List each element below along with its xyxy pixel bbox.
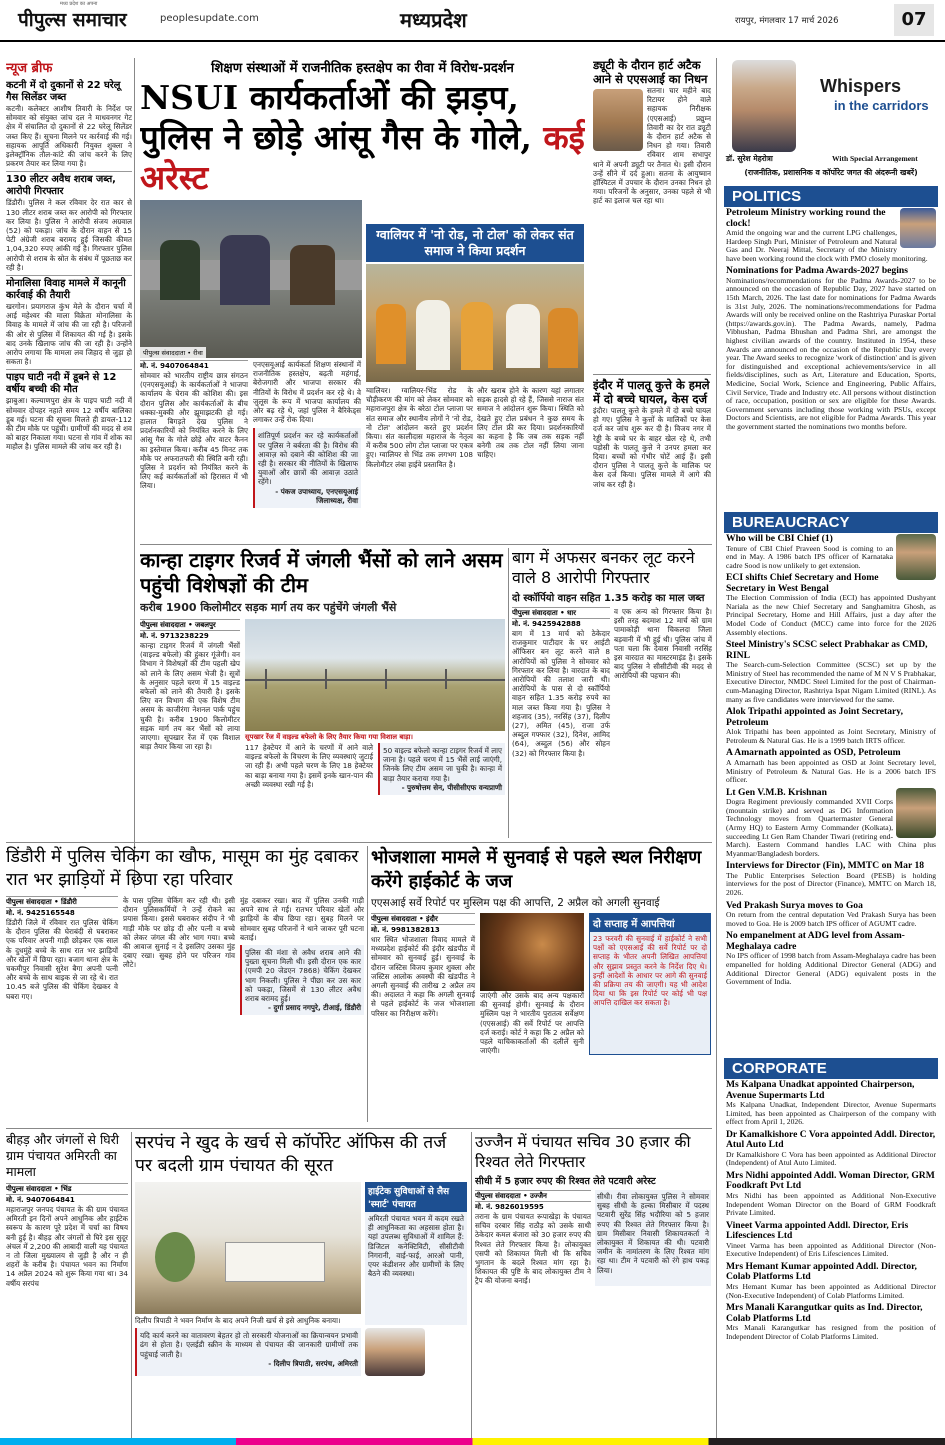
- registration-strip: [0, 1438, 945, 1445]
- story-dindori-family: [6, 846, 364, 1126]
- story-column: सोमवार को भारतीय राष्ट्रीय छात्र संगठन (एनएसयूआई) के कार्यकर्ताओं ने भाजपा कार्यालय के घेराव की कोशिश की। इस दौरान पुलिस और कार्यकर्ताओं के बीच धक्का-मुक्की और झूमाझटकी हो गई। हालात बिगड़ते देख पुलिस ने प्रदर्शनकारियों को नियंत्रित करने के लिए आंसू गैस के गोले छोड़े और वाटर कैनन का इस्तेमाल किया। करीब 45 मिनट तक मौके पर अफरातफरी की स्थिति बनी रही। पुलिस ने प्रदर्शन को नियंत्रित करने के लिए कई कार्यकर्ताओं को हिरासत में भी लिया।: [140, 371, 248, 491]
- story-column: और खराब होने के कारण यहां लगातार सड़क हादसे हो रहे हैं, जिससे नाराज संत समाज ने आंदोलन शुरू किया। स्थिति को देखते हुए टोल प्रबंधन ने कुछ समय के लिए टोल फ्री कर दिया। प्रदर्शनकारियों का कहना है कि जब तक सड़क नहीं बनेगी तब तक टोल नहीं लिया जाना चाहिए।: [477, 386, 584, 460]
- item-body: Mrs Hemant Kumar has been appointed as Additional Director (Non-Executive Independent) of Colab Platforms Limited.: [726, 1281, 936, 1300]
- box-title: हाईटेक सुविधाओं से लैस 'स्मार्ट' पंचायत: [365, 1182, 467, 1212]
- quote-author: - पुरुषोत्तम सेन, पीसीसीएफ वन्यप्राणी: [401, 782, 502, 792]
- bureaucracy-section: [726, 534, 936, 1042]
- item-headline: Petroleum Ministry working round the clock!: [726, 208, 886, 229]
- item-body: The Search-cum-Selection Committee (SCSC) set up by the Ministry of Steel has recommended the name of M N V S Prabhakar, Executive Director, NMDC Steel Limited for the post of Chairman-cum-Managing Director, Rashtriya Ispat Nigam Limited (RINL). As many as five candidates were interviewed for the same.: [726, 660, 936, 704]
- quote-author: - दुर्गा प्रसाद नगपुरे, टीआई, डिंडौरी: [268, 1003, 361, 1013]
- byline: पीपुल्स संवाददाता • डिंडौरी: [6, 896, 118, 907]
- news-item: [726, 1171, 936, 1218]
- quote-text: शांतिपूर्ण प्रदर्शन कर रहे कार्यकर्ताओं पर पुलिस ने बर्बरता की है। विरोध की आवाज़ को दबाने की कोशिश की जा रही है। सरकार की नीतियों के खिलाफ युवाओं और छात्रों की आवाज़ उठाते रहेंगे।: [258, 431, 358, 487]
- byline: पीपुल्स संवाददाता • धार: [512, 607, 610, 618]
- story-body: इंदौर। पालतू कुत्ते के हमले में दो बच्चे घायल हो गए। पुलिस ने कुत्तों के मालिकों पर केस दर्ज कर जांच शुरू कर दी है। विजय नगर में रेड्डी के बच्चे घर के बाहर खेल रहे थे, तभी पड़ोसी के पालतू कुत्ते ने उनपर हमला कर दिया। बच्चों को गंभीर चोटें आई हैं। इसी दौरान पुलिस ने पालतू कुत्ते के मालिक पर केस दर्ज किया। पुलिस मामले में आगे की जांच कर रही है।: [593, 406, 711, 489]
- brief-headline: मोनालिसा विवाह मामले में कानूनी कार्रवाई की तैयारी: [6, 278, 126, 302]
- brief-body: डिंडौरी। पुलिस ने कल रविवार देर रात कार से 130 लीटर शराब जब्त कर आरोपी को गिरफ्तार कर लिया है। पुलिस ने आरोपी संजय अग्रवाल (52) को पकड़ा। जांच के दौरान वाहन से 15 पेटी अंग्रेजी शराब बरामद हुई जिसकी कीमत 1,04,320 रुपए आंकी गई है। गिरफ्तार पुलिस आरोपी से शराब के स्रोत के संबंध में पूछताछ कर रही है।: [6, 198, 132, 272]
- story-body: तराना के ग्राम पंचायत रूपाखेड़ा के पंचायत सचिव दरबार सिंह राठौड़ को उसके साथी ठेकेदार कमल बंजारा को 30 हजार रुपए की रिश्वत लेते गिरफ्तार किया है। लोकायुक्त एसपी को शिकायत मिली थी कि सचिव भुगतान के बदले रिश्वत मांग रहा है। शिकायत की पुष्टि के बाद लोकायुक्त टीम ने ट्रैप की योजना बनाई।: [475, 1212, 591, 1286]
- story-headline: उज्जैन में पंचायत सचिव 30 हजार की रिश्वत लेते गिरफ्तार: [475, 1133, 691, 1171]
- item-headline: Ms Kalpana Unadkat appointed Chairperson, Avenue Supermarts Ltd: [726, 1080, 915, 1101]
- section-title: मध्यप्रदेश: [400, 8, 467, 32]
- news-brief-column: [6, 58, 132, 896]
- story-column: डिंडौरी जिले में रविवार रात पुलिस चेकिंग के दौरान पुलिस की घेराबंदी से घबराकर एक परिवार अपनी गाड़ी छोड़कर एक साल के दुधमुंहे बच्चे के साथ रात भर झाड़ियों और खेतों में छिपा रहा। बजाग थाना क्षेत्र के चकमीपुर निवासी सुरेश बैगा अपनी पत्नी और बच्चे के साथ बाइक से जा रहे थे। रात 10.45 बजे पुलिस की चेकिंग देखकर वे घबरा गए।: [6, 918, 118, 1001]
- quote-box: [378, 743, 505, 795]
- item-body: Dr Kamalkishore C Vora has been appointed as Additional Director (Independent) of Atul Auto Limited.: [726, 1149, 936, 1168]
- byline-mobile: मो. नं. 9407064841: [140, 360, 248, 371]
- story-gwalior: [366, 224, 584, 540]
- story-bhojshala: [371, 846, 712, 1126]
- news-brief-label: न्यूज ब्रीफ: [6, 61, 53, 76]
- item-headline: Ved Prakash Surya moves to Goa: [726, 899, 863, 911]
- story-headline: डिंडौरी में पुलिस चेकिंग का खौफ, मासूम का मुंह दबाकर रात भर झाड़ियों में छिपा रहा परिवार: [6, 847, 359, 890]
- news-item: [726, 748, 936, 784]
- story-asi-death: [593, 58, 711, 370]
- quote-box: [253, 428, 361, 508]
- official-photo: [896, 534, 936, 580]
- story-kanha: [140, 548, 505, 838]
- byline: पीपुल्स संवाददाता • भिंड: [6, 1183, 128, 1194]
- nsui-protest-photo: [140, 200, 362, 358]
- story-sarpanch-office: [135, 1132, 467, 1438]
- whispers-header: [724, 58, 938, 182]
- smart-panchayat-box: [365, 1182, 467, 1325]
- byline-mobile: मो. नं. 9713238229: [140, 630, 240, 641]
- logo-tag: मध्य प्रदेश का अपना: [60, 1, 98, 7]
- box-body: अमिरती पंचायत भवन में कदम रखते ही आधुनिकता का अहसास होता है। यहां उपलब्ध सुविधाओं में शामिल हैं: डिजिटल कनेक्टिविटी, सीसीटीवी निगरानी, वाई-फाई, आरओ पानी, एयर कंडीशनर और ग्रामीणों के लिए बैठने की व्यवस्था।: [368, 1214, 464, 1279]
- brief-body: खरगोन। प्रयागराज कुंभ मेले के दौरान चर्चा में आई महेश्वर की माला विक्रेता मोनालिसा के विवाह के मामले में जांच की जा रही है। परिजनों की ओर से पुलिस में शिकायत की गई है। इसके बाद उनके खिलाफ जांच की जा रही है। उन्होंने आरोप लगाया कि मामला लव जिहाद से जुड़ा हो सकता है।: [6, 302, 132, 367]
- brief-headline: कटनी में दो दुकानों से 22 घरेलू गैस सिलेंडर जब्त: [6, 80, 121, 103]
- story-body: धार स्थित भोजशाला विवाद मामले में मध्यप्रदेश हाईकोर्ट की इंदौर खंडपीठ में सोमवार को सुनवाई हुई। सुनवाई के दौरान जस्टिस विजय कुमार शुक्ला और जस्टिस आलोक अवस्थी की खंडपीठ ने अगली सुनवाई की तारीख 2 अप्रैल तय की। अदालत ने कहा कि अगली सुनवाई से पहले हाईकोर्ट के जज भोजशाला परिसर का निरीक्षण करेंगे।: [371, 935, 475, 1018]
- news-item: [726, 1221, 936, 1259]
- brief-headline: पाइप घाटी नदी में डूबने से 12 वर्षीय बच्ची की मौत: [6, 372, 117, 396]
- byline: पीपुल्स संवाददाता • उज्जैन: [475, 1190, 591, 1201]
- whispers-tagline: (राजनीतिक, प्रशासनिक व कॉर्पोरेट जगत की अंदरूनी खबरें): [744, 168, 918, 177]
- story-headline: इंदौर में पालतू कुत्ते के हमले में दो बच्चे घायल, केस दर्ज: [593, 378, 710, 406]
- story-body: 117 हेक्टेयर में आने के चरणों में आने वाले वाइल्ड बफेलो के विचरण के लिए व्यवस्थाएं जुटाई जा रही हैं। अभी पहले चरण के लिए 18 हेक्टेयर का बाड़ा बनाया गया है। इसमें इनके खान-पान की अच्छी व्यवस्था रखी गई है।: [245, 743, 373, 789]
- brief-item: [6, 369, 132, 451]
- item-headline: A Amarnath appointed as OSD, Petroleum: [726, 747, 901, 759]
- story-headline: ड्यूटी के दौरान हार्ट अटैक आने से एएसआई का निधन: [593, 58, 708, 86]
- item-body: Mrs Nidhi has been appointed as Additional Non-Executive Independent Woman Director on the Board of GRM Foodkraft Private Limited.: [726, 1190, 936, 1218]
- columnist-name: डॉ. सुरेश मेहरोत्रा: [726, 154, 773, 163]
- story-headline: भोजशाला मामले में सुनवाई से पहले स्थल निरीक्षण करेंगे हाईकोर्ट के जज: [371, 847, 702, 892]
- news-item: [726, 573, 936, 637]
- byline-mobile: मो. नं. 9425165548: [6, 907, 118, 918]
- news-item: [726, 1303, 936, 1341]
- story-kicker: शिक्षण संस्थाओं में राजनीतिक हस्तक्षेप का रीवा में विरोध-प्रदर्शन: [211, 61, 514, 76]
- brief-item: [6, 171, 132, 272]
- item-body: A Amarnath has been appointed as OSD at Joint Secretary level, Ministry of Petroleum & Natural Gas. He is a 2006 batch IFS officer.: [726, 757, 936, 785]
- news-item: [726, 266, 936, 431]
- item-headline: Steel Ministry's SCSC select Prabhakar as CMD, RINL: [726, 639, 928, 661]
- item-headline: Interviews for Director (Fin), MMTC on Mar 18: [726, 860, 925, 872]
- nsui-body: [140, 360, 362, 540]
- story-baag-loot: [512, 548, 712, 838]
- quote-author: - पंकज उपाध्याय, एनएसयूआई जिलाध्यक्ष, रीवा: [275, 486, 358, 505]
- news-item: [726, 1262, 936, 1300]
- story-column: एनएसयूआई कार्यकर्ता शिक्षण संस्थानों में राजनीतिक हस्तक्षेप, बढ़ती महंगाई, बेरोजगारी और भाजपा सरकार की नीतियों के विरोध में प्रदर्शन कर रहे थे। वे जुलूस के रूप में भाजपा कार्यालय की ओर बढ़ रहे थे, जहां पुलिस ने बैरिकेड्स लगाकर उन्हें रोक दिया।: [253, 360, 361, 425]
- page-number: 07: [894, 4, 934, 36]
- item-headline: Vineet Varma appointed Addl. Director, Eris Lifesciences Ltd: [726, 1219, 909, 1242]
- whispers-subtitle: in the carridors: [834, 98, 929, 113]
- item-body: Tenure of CBI Chief Praveen Sood is coming to an end in May. A 1986 batch IPS officer of Karnataka cadre Sood is now unlikely to get extension.: [726, 543, 893, 570]
- story-headline: सरपंच ने खुद के खर्च से कॉर्पोरेट ऑफिस की तर्ज पर बदली ग्राम पंचायत की सूरत: [135, 1133, 447, 1176]
- byline: पीपुल्स संवाददाता • इंदौर: [371, 913, 475, 924]
- item-body: Nominations/recommendations for the Padma Awards-2027 to be announced on the occasion of Republic Day, 2027 have started on 15th March, 2026. The last date for nominations for Padma Awards is 31st July, 2026. The nominations/recommendations for Padma Awards will only be received online on the Rashtriya Puraskar Portal (https://awards.gov.in). The Padma Awards, namely, Padma Vibhushan, Padma Bhushan and Padma Shri, are amongst the highest civilian awards of the country. Instituted in 1954, these Awards are announced on the occasion of the Republic Day every year. The Award seeks to recognize 'work of distinction' and is given for distinguished and exceptional achievements/service in all fields/disciplines, such as Art, Literature and Education, Sports, Medicine, Social Work, Science and Engineering, Public Affairs, Civil Service, Trade and Industry etc. All persons without distinction of race, occupation, position or sex are eligible for these Awards. Government servants including those working with PSUs, except Doctors and Scientists, are not eligible for Padma Awards. This year the government started the nominations two months before.: [726, 275, 936, 431]
- box-body: 23 फरवरी की सुनवाई में हाईकोर्ट ने सभी पक्षों को एएसआई की सर्वे रिपोर्ट पर दो सप्ताह के भीतर अपनी लिखित आपत्तियां और सुझाव प्रस्तुत करने के निर्देश दिए थे। इन्हीं आदेशों के आधार पर आगे की सुनवाई की प्रक्रिया तय की जाएगी। यह भी आदेश दिया था कि इस रिपोर्ट पर कोई भी पक्ष आपत्ति दाखिल कर सकता है।: [593, 934, 707, 1008]
- item-body: Ms Kalpana Unadkat, Independent Director, Avenue Supermarts Limited, has been appointed as Chairperson of the company with effect from April 1, 2026.: [726, 1100, 936, 1127]
- bureaucracy-section-bar: BUREAUCRACY: [724, 512, 938, 533]
- item-body: The Election Commission of India (ECI) has appointed Dushyant Nariala as the new Chief Secretary and Sanghamitra Ghosh, as Principal Secretary, Home and Hill Affairs, just a day after the Model Code of Conduct (MCC) came into force for the 2026 Assembly elections.: [726, 593, 936, 637]
- item-headline: Mrs Manali Karangutkar quits as Ind. Director, Colab Platforms Ltd: [726, 1302, 923, 1324]
- saints-protest-photo: [366, 264, 584, 382]
- item-body: Alok Tripathi has been appointed as Joint Secretary, Ministry of Petroleum & Natural Gas. He is a 1999 batch IRTS officer.: [726, 727, 936, 745]
- item-headline: Mrs Nidhi appointed Addl. Woman Director, GRM Foodkraft Pvt Ltd: [726, 1169, 935, 1192]
- item-body: Vineet Varma has been appointed as Additional Director (Non-Executive Independent) of Eris Lifesciences Limited.: [726, 1240, 936, 1259]
- byline: पीपुल्स संवाददाता • जबलपुर: [140, 619, 240, 630]
- story-body: व एक अन्य को गिरफ्तार किया है। इसी तरह बदमाश 12 मार्च को ग्राम पामाकोड़ी थाना चिकलदा जिला बड़वानी में भी हुई थी। पुलिस जांच में पता चला कि देवास निवासी नरसिंह इस वारदात का मास्टरमाइंड है। इसके बाद पुलिस ने सीसीटीवी की मदद से आरोपियों की पहचान की।: [614, 607, 712, 681]
- item-headline: No empanelment at ADG level from Assam-Meghalaya cadre: [726, 930, 905, 952]
- news-item: [726, 1080, 936, 1127]
- asi-portrait: [593, 89, 643, 151]
- box-title: दो सप्ताह में आपत्तियां: [590, 914, 710, 932]
- brief-headline: 130 लीटर अवैध शराब जब्त, आरोपी गिरफ्तार: [6, 174, 116, 198]
- corporate-section-bar: CORPORATE: [724, 1058, 938, 1079]
- story-deck: सीधी में 5 हजार रुपए की रिश्वत लेते पटवारी अरेस्ट: [475, 1176, 656, 1187]
- news-item: [726, 640, 936, 704]
- story-body: सतना। चार महीने बाद रिटायर होने वाले सहायक निरीक्षक (एएसआई) प्रद्युम्न तिवारी का देर रात ड्यूटी के दौरान हार्ट अटैक से निधन हो गया। तिवारी रविवार शाम सभापुर थाने में अपनी ड्यूटी पर तैनात थे। इसी दौरान उन्हें सीने में दर्द हुआ। सतना के आयुष्मान हॉस्पिटल में उपचार के दौरान उनका निधन हो गया। परिजनों के अनुसार, उनका पहले से भी हार्ट का इलाज चल रहा था।: [593, 86, 711, 206]
- story-headline: कान्हा टाइगर रिजर्व में जंगली भैंसों को लाने असम पहुंची विशेषज्ञों की टीम: [140, 548, 503, 597]
- special-arrangement: With Special Arrangement: [832, 154, 918, 163]
- quote-text: पुलिस की मंशा से अवैध शराब आने की पुख्ता सूचना मिली थी। इसी दौरान एक कार (एमपी 20 जेडएन 7868) चेकिंग देखकर भाग निकली। पुलिस ने पीछा कर उस कार को पकड़ा, जिसमें से 130 लीटर अवैध शराब बरामद हुई।: [245, 948, 361, 1004]
- quote-box: [240, 945, 364, 1015]
- whispers-title: Whispers: [820, 76, 902, 96]
- item-body: Amid the ongoing war and the current LPG challenges, Hardeep Singh Puri, Minister of Petroleum and Natural Gas and Dr. Neeraj Mittal, Secretary of the Ministry have been working round the clock with PMO closely monitoring.: [726, 228, 928, 263]
- headline-main: NSUI कार्यकर्ताओं की झड़प, पुलिस ने छोड़े आंसू गैस के गोले,: [140, 78, 532, 157]
- politics-section: [726, 208, 936, 510]
- quote-text: 50 वाइल्ड बफेलो कान्हा टाइगर रिजर्व में लाए जाना है। पहले चरण में 15 भैंसें लाई जाएंगी, जिनके लिए टीम असम जा चुकी है। कान्हा में बाड़ा तैयार कराया गया है।: [383, 746, 502, 783]
- story-amirti-panchayat: [6, 1132, 128, 1438]
- gwalior-headline: ग्वालियर में 'नो रोड, नो टोल' को लेकर संत समाज ने किया प्रदर्शन: [366, 224, 584, 262]
- news-item: [726, 931, 936, 986]
- item-headline: ECI shifts Chief Secretary and Home Secretary in West Bengal: [726, 572, 879, 594]
- panchayat-office-photo: [135, 1182, 361, 1314]
- politics-section-bar: POLITICS: [724, 186, 938, 207]
- brief-body: झाबुआ। कल्याणपुरा क्षेत्र के पाइप घाटी नदी में सोमवार दोपहर नहाते समय 12 वर्षीय बालिका डूब गई। घटना की सूचना मिलते ही डायल-112 की टीम मौके पर पहुंची। ग्रामीणों की मदद से शव को बाहर निकाला गया। घटना से गांव में शोक का माहौल है। पुलिस मामले की जांच कर रही है।: [6, 396, 132, 452]
- story-body: सीधी। रीवा लोकायुक्त पुलिस ने सोमवार सुबह सीधी के हल्का मिसीबार में पदस्थ पटवारी सुरेंद्र सिंह भदौरिया को 5 हजार रुपए की रिश्वत लेते गिरफ्तार किया है। ग्राम मिसीबार निवासी शिकायतकर्ता ने लोकायुक्त में शिकायत की थी। पटवारी जमीन के नामांतरण के लिए रिश्वत मांग रहा था। टीम ने पटवारी को रंगे हाथ पकड़ लिया।: [595, 1190, 711, 1286]
- brief-item: [6, 275, 132, 366]
- issue-date: रायपुर, मंगलवार 17 मार्च 2026: [735, 16, 839, 26]
- story-ujjain-bribe: [475, 1132, 712, 1438]
- quote-text: यदि कार्य करने का वातावरण बेहतर हो तो सरकारी योजनाओं का क्रियान्वयन प्रभावी ढंग से होता है। एलईडी स्क्रीन के माध्यम से पंचायत की जानकारी ग्रामीणों तक पहुंचाई जाती है।: [140, 1331, 358, 1359]
- byline-mobile: मो. नं. 9407064841: [6, 1194, 128, 1205]
- photo-caption: दिलीप त्रिपाठी ने भवन निर्माण के बाद अपने निजी खर्च से इसे आधुनिक बनाया।: [135, 1316, 341, 1325]
- item-headline: Who will be CBI Chief (1): [726, 534, 833, 544]
- story-body: महाराजपुर जनपद पंचायत के की ग्राम पंचायत अमिरती इन दिनों अपने आधुनिक और हाईटेक स्वरूप के कारण पूरे प्रदेश में चर्चा का विषय बनी हुई है। बीहड़ और जंगलों से घिरे इस सुदूर अंचल में 2,200 की आबादी वाली यह पंचायत न तो जिला मुख्यालय से जुड़ी है और न ही शहरों के करीब है। पंचायत भवन का निर्माण 14 अप्रैल 2024 को शुरू किया गया था। 34 वर्षीय सरपंच: [6, 1205, 128, 1288]
- masthead: [0, 0, 945, 42]
- story-column: मुंह दबाकर रखा। बाद में पुलिस उनकी गाड़ी अपने साथ ले गई। रातभर परिवार खेतों और झाड़ियों के बीच छिपा रहा। सुबह मिलने पर सोमवार सुबह परिजनों ने थाने जाकर पूरी घटना बताई।: [240, 896, 364, 942]
- story-dog-attack: [593, 374, 711, 540]
- byline-mobile: मो. नं. 9981382813: [371, 924, 475, 935]
- website-url[interactable]: peoplesupdate.com: [160, 13, 259, 24]
- byline-mobile: मो. नं. 9826019595: [475, 1201, 591, 1212]
- news-item: [726, 901, 936, 929]
- story-column: ग्वालियर। ग्वालियर-भिंड रोड के चौड़ीकरण की मांग को लेकर सोमवार को महाराजपुरा क्षेत्र के बरेठा टोल प्लाजा पर संत समाज और स्थानीय लोगों ने 'नो रोड, नो टोल' आंदोलन करते हुए प्रदर्शन किया। संत कालीदास महाराज के नेतृत्व में करीब 500 लोग टोल प्लाजा पर एकत्र हुए। ग्वालियर से भिंड तक लगभग 108 किलोमीटर लंबा हाईवे प्रस्तावित है।: [366, 386, 473, 469]
- brief-body: कटनी। कलेक्टर आशीष तिवारी के निर्देश पर सोमवार को संयुक्त जांच दल ने माधवनगर गेट क्षेत्र में संचालित दो दुकानों से 22 घरेलू सिलेंडर जब्त किए हैं। सूचना मिलने पर कार्रवाई की गई। सहायक आपूर्ति अधिकारी नियुक्त शुक्ला ने इलेक्ट्रॉनिक तौल-कांटे की जांच करने के लिए प्रकरण तैयार कर लिया गया है।: [6, 104, 132, 169]
- columnist-photo: [732, 60, 796, 152]
- item-body: Mrs Manali Karangutkar has resigned from the position of Independent Director of Colab Platforms Limited.: [726, 1323, 936, 1341]
- item-headline: Nominations for Padma Awards-2027 begins: [726, 265, 908, 277]
- brief-item: [6, 80, 132, 168]
- quote-box: [135, 1328, 361, 1376]
- story-deck: दो स्कॉर्पियो वाहन सहित 1.35 करोड़ का माल जब्त: [512, 593, 705, 604]
- story-body: जाएंगी और उसके बाद अन्य पक्षकारों की सुनवाई होगी। सुनवाई के दौरान मुस्लिम पक्ष ने भारतीय पुरातत्व सर्वेक्षण (एएसआई) की सर्वे रिपोर्ट पर आपत्ति दर्ज कराई। कोर्ट ने कहा कि 2 अप्रैल को पहले याचिकाकर्ताओं की दलीलें सुनी जाएंगी।: [480, 991, 584, 1056]
- item-headline: Alok Tripathi appointed as Joint Secretary, Petroleum: [726, 706, 903, 728]
- item-headline: Mrs Hemant Kumar appointed Addl. Director, Colab Platforms Ltd: [726, 1260, 917, 1283]
- story-column: के पास पुलिस चेकिंग कर रही थी। इसी दौरान पुलिसकर्मियों ने उन्हें रोकने का प्रयास किया। इससे घबराकर संदीप ने भी गाड़ी मौके पर छोड़ दी और पत्नी व बच्चे को लेकर जंगल की ओर भाग गया। बच्चे की आवाज सुनाई न दे इसलिए उसका मुंह दबाए रखा। सुबह होने पर परिजन गांव लौटे।: [123, 896, 235, 970]
- news-item: [726, 1130, 936, 1168]
- story-body: बाग में 13 मार्च को ठेकेदार राजकुमार पाटीदार के घर आईटी ऑफिसर बन लूट करने वाले 8 आरोपियों को पुलिस ने सोमवार को गिरफ्तार कर लिया है। वारदात के बाद आरोपियों की तलाश जारी थी। आरोपियों के पास से दो स्कॉर्पियो वाहन सहित 1.35 करोड़ रुपये का माल जब्त किया गया है। पुलिस ने शहजाद (35), नरसिंह (37), दिलीप (27), अमित (45), राजा उर्फ अब्दुल गफ्फार (32), दिनेश, आमिद (64), अब्दुल (56) और सोहन (32) को गिरफ्तार किया है।: [512, 629, 610, 758]
- story-headline: बीहड़ और जंगलों से घिरी ग्राम पंचायत अमिरती का मामला: [6, 1132, 119, 1179]
- item-body: On return from the central deputation Ved Prakash Surya has been moved to Goa. He is 2009 batch IPS officer of AGUMT cadre.: [726, 910, 936, 928]
- minister-photo: [900, 208, 936, 248]
- logo: पीपुल्स समाचार: [18, 9, 127, 31]
- enclosure-photo: [245, 619, 505, 731]
- item-body: No IPS officer of 1998 batch from Assam-Meghalaya cadre has been empanelled for holding Additional Director General (ADG) and Additional Director General (ADG) equivalent posts in the Government of India.: [726, 951, 936, 987]
- item-body: The Public Enterprises Selection Board (PESB) is holding interviews for the post of Director (Finance), MMTC on March 18, 2026.: [726, 870, 936, 898]
- corporate-section: [726, 1080, 936, 1432]
- photo-caption: सूपखार रेंज में वाइल्ड बफेलो के लिए तैयार किया गया विशाल बाड़ा।: [245, 733, 413, 741]
- item-body: Dogra Regiment previously commanded XVII Corps (mountain strike) and served as DG Information Technology moves from Quartermaster General (Army HQ) to Eastern Army Commander (Kolkata), succeeding Lt Gen Ram Chander Tiwari (retiring end-March). Eastern Command handles LAC with China plus Myanmar/Bangladesh borders.: [726, 797, 936, 858]
- news-item: [726, 861, 936, 897]
- headline-red: कई अरेस्ट: [140, 118, 585, 197]
- story-deck: करीब 1900 किलोमीटर सड़क मार्ग तय कर पहुंचेंगे जंगली भैंसे: [140, 601, 397, 614]
- item-headline: Dr Kamalkishore C Vora appointed Addl. Director, Atul Auto Ltd: [726, 1128, 936, 1151]
- general-photo: [896, 788, 936, 838]
- story-headline: बाग में अफसर बनकर लूट करने वाले 8 आरोपी गिरफ्तार: [512, 548, 695, 587]
- story-body: कान्हा टाइगर रिजर्व में जंगली भैंसों (वाइल्ड बफेलो) की हुंकार गूंजेगी। वन विभाग ने विशेषज्ञों की टीम पहली खेप को लाने के लिए असम भेजी है। सूत्रों के अनुसार पहले चरण में 15 वाइल्ड बफेलो को लाने की तैयारी है। इसके लिए वन विभाग की एक विशेष टीम असम के काजीरंगा नेशनल पार्क पहुंच चुकी है। करीब 1900 किलोमीटर सड़क मार्ग तय कर भैंसों को लाया जाएगा। सूपखार रेंज में एक विशाल बाड़ा तैयार किया जा रहा है।: [140, 641, 240, 752]
- news-item: [726, 707, 936, 745]
- story-deck: एएसआई सर्वे रिपोर्ट पर मुस्लिम पक्ष की आपत्ति, 2 अप्रैल को अगली सुनवाई: [371, 897, 660, 909]
- objections-box: [589, 913, 711, 1055]
- photo-credit: पीपुल्स संवाददाता • रीवा: [140, 347, 206, 358]
- gavel-photo: [480, 913, 584, 991]
- item-headline: Lt Gen V.M.B. Krishnan: [726, 786, 827, 798]
- sarpanch-portrait: [365, 1328, 425, 1376]
- quote-author: - दिलीप त्रिपाठी, सरपंच, अमिरती: [268, 1358, 358, 1368]
- story-headline: [140, 78, 585, 198]
- byline-mobile: मो. नं. 9425942888: [512, 618, 610, 629]
